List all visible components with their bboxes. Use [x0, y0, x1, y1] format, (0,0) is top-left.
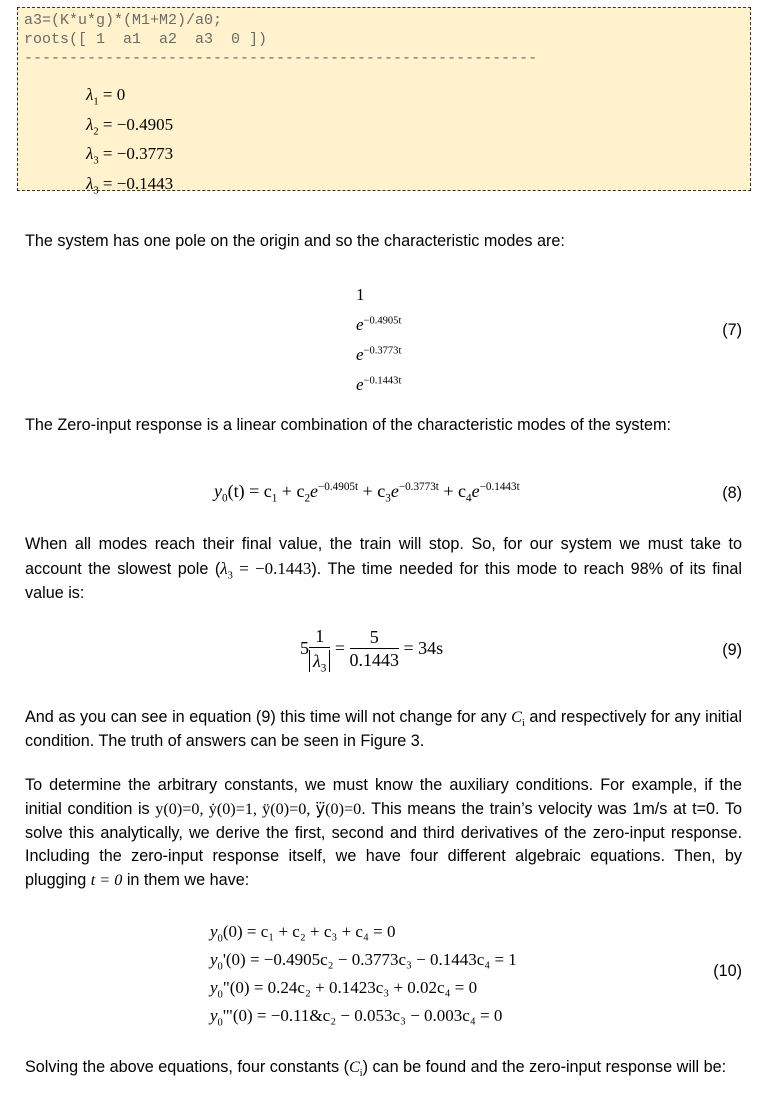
root-2: $\lambda_2 = -0.4905$ — [86, 114, 174, 137]
paragraph-modes: The system has one pole on the origin and so the characteristic modes are: — [25, 232, 565, 250]
code-line: a3=(K*u*g)*(M1+M2)/a0; — [24, 12, 223, 29]
code-line: roots([ 1 a1 a2 a3 0 ]) — [24, 31, 268, 48]
equation-number-8: (8) — [722, 484, 742, 502]
equation-7: 1 $e^{-0.4905t}$ $e^{-0.3773t}$ $e^{-0.1443t}$ — [356, 285, 402, 394]
equation-number-9: (9) — [722, 641, 742, 659]
paragraph-arbitrary-constants: To determine the arbitrary constants, we must know the auxiliary conditions. For example, if the initial condition is y(0)=0, ẏ(0)=1, ÿ(0)=0, y⃛(0)=0. This means the train’s velocity was 1m/s at t=0. To solve this analytically, we derive the first, second and third derivatives of the zero-input response. Including the zero-input response itself, we have four different algebraic equations. Then, by plugging t = 0 in them we have: — [25, 776, 742, 890]
equation-number-7: (7) — [722, 321, 742, 339]
root-3: $\lambda_3 = -0.3773$ — [86, 144, 174, 167]
equation-number-10: (10) — [713, 962, 742, 980]
equation-8: $y_0(t) = c_1 + c_2e^{-0.4905t} + c_3e^{-0.3773t} + c_4e^{-0.1443t}$ — [214, 481, 520, 505]
root-1: $\lambda_1 = 0$ — [86, 85, 126, 108]
paragraph-zero-input: The Zero-input response is a linear combination of the characteristic modes of the system: — [25, 416, 672, 434]
root-4: $\lambda_3 = -0.1443$ — [86, 173, 174, 196]
roots-list — [86, 80, 173, 198]
paragraph-solving: Solving the above equations, four constants $(C_i)$ can be found and the zero-input response will be: — [25, 1058, 727, 1080]
code-separator: --------------------------------------------------------- — [24, 50, 538, 67]
equation-9: 5 $\frac{1}{\lambda_3}$ = $\frac{5}{0.1443}$ = 34s — [300, 626, 444, 675]
paragraph-initial-condition: And as you can see in equation (9) this time will not change for any $C_i$ and respectively for any initial condition. The truth of answers can be seen in Figure 3. — [25, 708, 742, 750]
paragraph-slowest-pole: When all modes reach their final value, the train will stop. So, for our system we must take to account the slowest pole $(\lambda_3 = -0.1443)$. The time needed for this mode to reach 98% of its final value is: — [25, 535, 742, 602]
equation-10: $y_0(0) = c_1 + c_2 + c_3 + c_4 = 0$ $y_0'(0) = -0.4905c_2 - 0.3773c_3 - 0.1443c_4 = 1$ $y_0"(0) = 0.24c_2 + 0.1423c_3 + 0.02c_4 = 0$ $y_0'"(0)$ = −0.11&c₂ − 0.053c₃ − 0.003c₄ = 0 — [210, 922, 517, 1029]
matlab-code-box — [17, 7, 751, 196]
